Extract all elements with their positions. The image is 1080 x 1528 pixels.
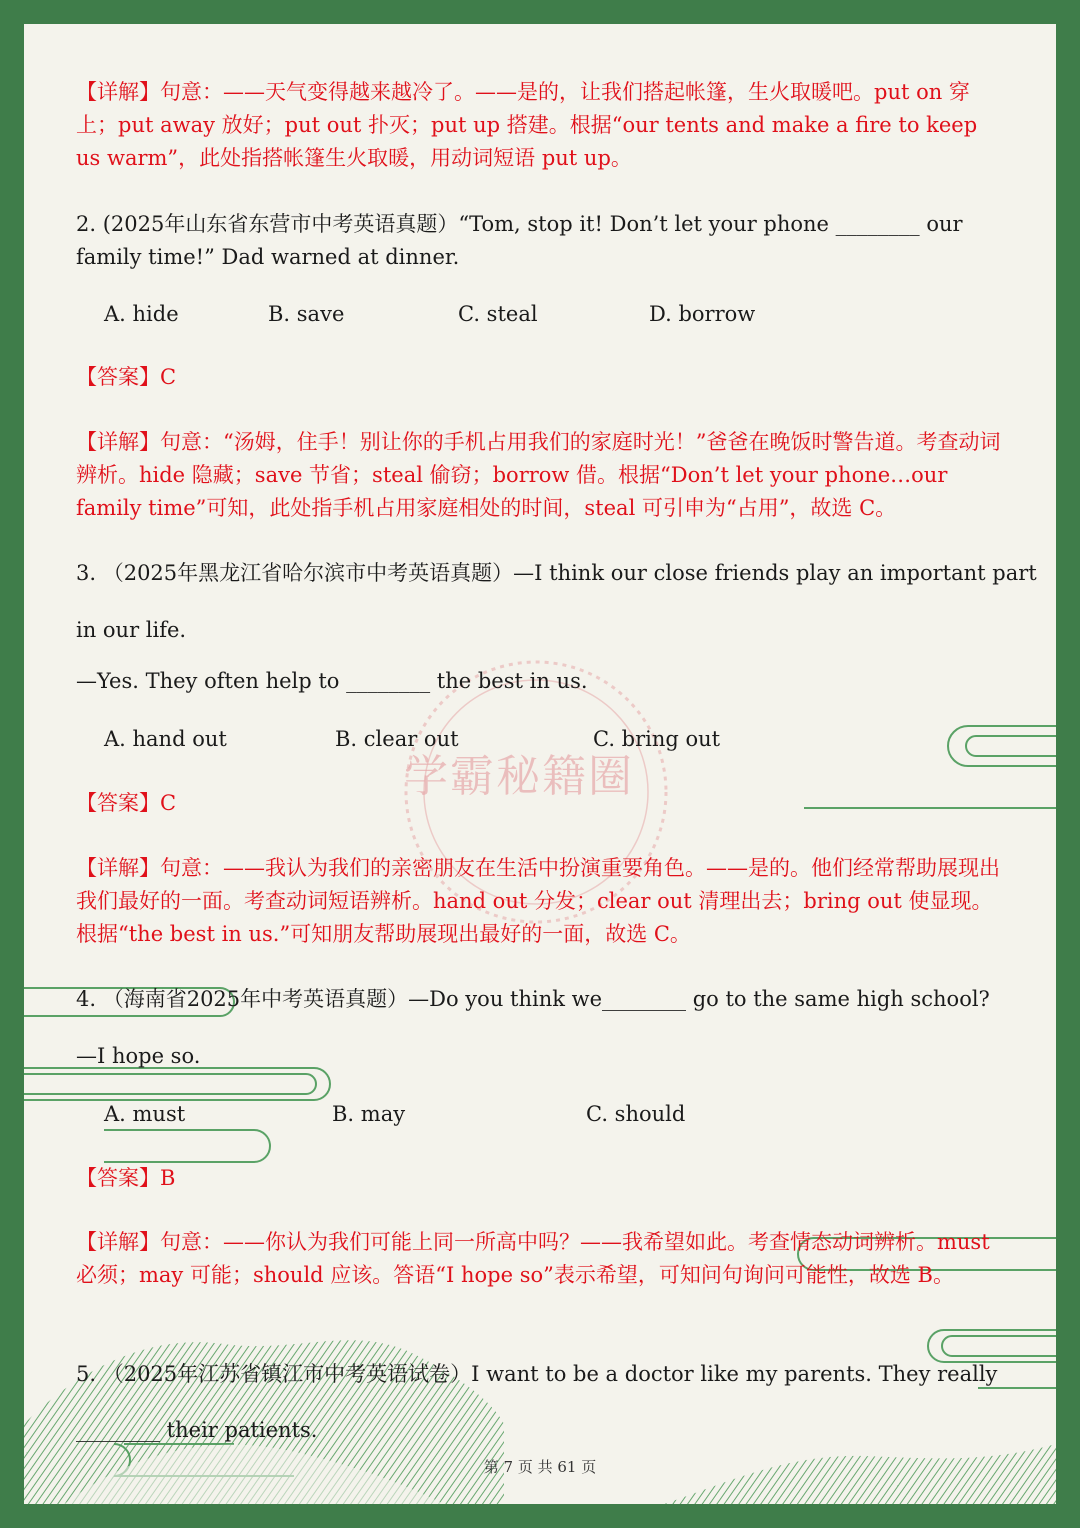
question-2-text: 2. (2025年山东省东营市中考英语真题）“Tom, stop it! Don’t let your phone ________ our family time!” Dad warned at dinner. [76,212,963,269]
question-5-line2: ________ their patients. [76,1418,318,1442]
question-3-line3: —Yes. They often help to ________ the best in us. [76,669,588,693]
question-5-line1: 5. （2025年江苏省镇江市中考英语试卷）I want to be a doctor like my parents. They really [76,1362,998,1386]
q3-answer: 【答案】C [76,791,177,815]
q4-explanation: 【详解】句意：——你认为我们可能上同一所高中吗？——我希望如此。考查情态动词辨析。must 必须；may 可能；should 应该。答语“I hope so”表示希望，可知问句询问可能性，故选 B。 [76,1230,990,1287]
q2-explanation: 【详解】句意：“汤姆，住手！别让你的手机占用我们的家庭时光！”爸爸在晚饭时警告道。考查动词辨析。hide 隐藏；save 节省；steal 偷窃；borrow 借。根据“Don’t let your phone…our family time”可知，此处指手机占用家庭相处的时间，steal 可引申为“占用”，故选 C。 [76,430,1001,520]
q3-option-c: C. bring out [593,727,721,751]
page-number-footer: 第 7 页 共 61 页 [483,1458,597,1476]
q2-option-c: C. steal [458,302,538,326]
document-page [24,24,1056,1504]
q2-option-d: D. borrow [649,302,756,326]
q4-option-a: A. must [104,1102,186,1126]
q3-option-a: A. hand out [104,727,227,751]
q2-option-a: A. hide [104,302,179,326]
watermark-text: 学霸秘籍圈 [404,751,634,802]
question-3-line2: in our life. [76,618,187,642]
q2-option-b: B. save [268,302,345,326]
q4-option-c: C. should [586,1102,686,1126]
q2-answer: 【答案】C [76,365,177,389]
question-3-line1: 3. （2025年黑龙江省哈尔滨市中考英语真题）—I think our close friends play an important part [76,561,1037,585]
explanation-q1: 【详解】句意：——天气变得越来越冷了。——是的，让我们搭起帐篷，生火取暖吧。put on 穿上；put away 放好；put out 扑灭；put up 搭建。根据“our tents and make a fire to keep us warm”，此处指搭帐篷生火取暖，用动词短语 put up。 [76,80,978,170]
q3-option-b: B. clear out [335,727,459,751]
q3-explanation: 【详解】句意：——我认为我们的亲密朋友在生活中扮演重要角色。——是的。他们经常帮助展现出我们最好的一面。考查动词短语辨析。hand out 分发；clear out 清理出去；bring out 使显现。根据“the best in us.”可知朋友帮助展现出最好的一面，故选 C。 [76,856,1000,946]
q4-option-b: B. may [332,1102,406,1126]
question-4-line1: 4. （海南省2025年中考英语真题）—Do you think we________ go to the same high school? [76,987,990,1011]
q4-answer: 【答案】B [76,1166,176,1190]
question-4-line2: —I hope so. [76,1044,201,1068]
